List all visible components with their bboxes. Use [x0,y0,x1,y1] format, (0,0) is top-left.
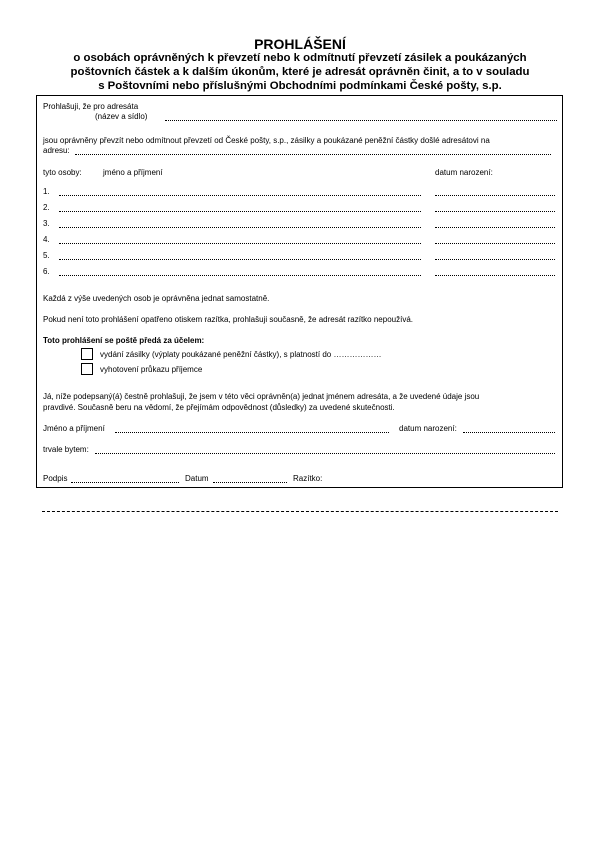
date-field[interactable] [213,476,287,483]
affirmation-line-1: Já, níže podepsaný(á) čestně prohlašuji, že jsem v této věci oprávněn(a) jednat jménem adresáta, a že uvedené údaje jsou [43,392,480,401]
person-name-field[interactable] [59,237,421,244]
address-label: adresu: [43,146,70,155]
subtitle-line-1: o osobách oprávněných k převzetí nebo k odmítnutí převzetí zásilek a poukázaných [73,52,527,64]
signature-label: Podpis [43,474,68,483]
residence-field[interactable] [95,447,555,454]
residence-label: trvale bytem: [43,445,89,454]
person-name-field[interactable] [59,253,421,260]
option2-label: vyhotovení průkazu příjemce [100,365,203,374]
person-name-field[interactable] [59,269,421,276]
independent-note: Každá z výše uvedených osob je oprávněna jednat samostatně. [43,294,270,303]
row-number: 6. [43,267,50,276]
person-dob-field[interactable] [435,189,555,196]
purpose-title: Toto prohlášení se poště předá za účelem: [43,336,205,345]
person-dob-field[interactable] [435,269,555,276]
stamp-label: Razítko: [293,474,323,483]
person-dob-field[interactable] [435,205,555,212]
person-name-field[interactable] [59,189,421,196]
person-name-field[interactable] [59,221,421,228]
name-column-header: jméno a příjmení [103,168,163,177]
subtitle-line-2: poštovních částek a k dalším úkonům, které je adresát oprávněn činit, a to v souladu [70,66,530,79]
person-dob-field[interactable] [435,253,555,260]
row-number: 1. [43,187,50,196]
option1-checkbox[interactable] [81,348,93,360]
person-name-field[interactable] [59,205,421,212]
authorized-text: jsou oprávněny převzít nebo odmítnout převzetí od České pošty, s.p., zásilky a poukázané peněžní částky došlé adresátovi na [43,136,490,145]
address-field[interactable] [75,148,551,155]
dob-column-header: datum narození: [435,168,493,177]
option1-label: vydání zásilky (výplaty poukázané peněžní částky), s platností do ……………… [100,350,382,359]
subtitle-line-3: s Poštovními nebo příslušnými Obchodními podmínkami České pošty, s.p. [98,80,502,93]
affirmation-line-2: pravdivé. Současně beru na vědomí, že přejímám odpovědnost (důsledky) za uvedené skutečnosti. [43,403,395,412]
row-number: 3. [43,219,50,228]
row-number: 2. [43,203,50,212]
row-number: 4. [43,235,50,244]
signer-name-field[interactable] [115,426,389,433]
date-label: Datum [185,474,209,483]
person-dob-field[interactable] [435,237,555,244]
signature-field[interactable] [71,476,179,483]
document-title: PROHLÁŠENÍ [254,36,346,52]
cut-line [42,511,558,512]
signer-dob-field[interactable] [463,426,555,433]
declare-intro-label: Prohlašuji, že pro adresáta [43,102,139,111]
row-number: 5. [43,251,50,260]
document-subtitle [40,51,560,94]
signer-name-label: Jméno a příjmení [43,424,105,433]
form-box [36,95,563,488]
persons-label: tyto osoby: [43,168,82,177]
declare-sub-label: (název a sídlo) [95,112,148,121]
recipient-field[interactable] [165,114,557,121]
signer-dob-label: datum narození: [399,424,457,433]
option2-checkbox[interactable] [81,363,93,375]
stamp-note: Pokud není toto prohlášení opatřeno otiskem razítka, prohlašuji současně, že adresát razítko nepoužívá. [43,315,413,324]
person-dob-field[interactable] [435,221,555,228]
